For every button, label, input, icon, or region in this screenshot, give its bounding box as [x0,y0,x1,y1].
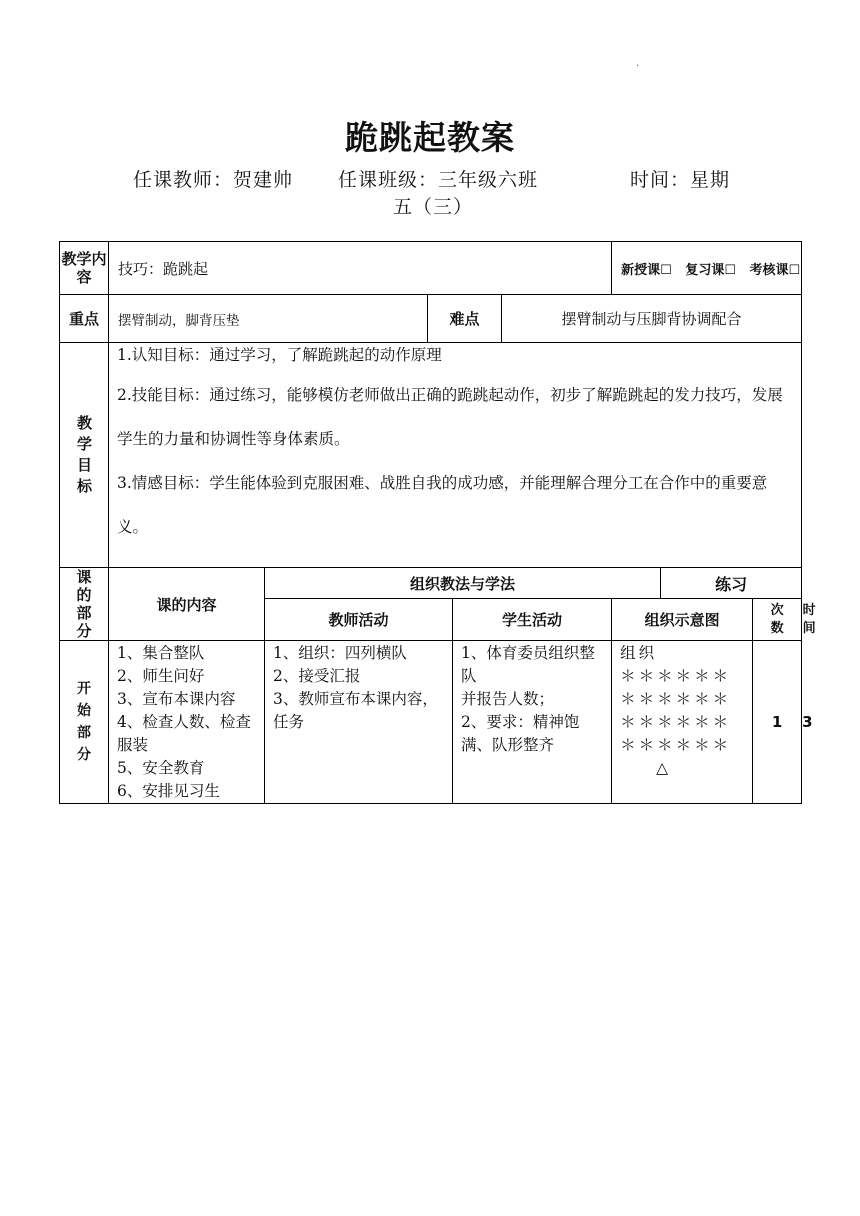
difficulty-label: 难点 [428,295,502,343]
start-content-item: 6、安排见习生 [117,782,220,800]
start-teacher-activity [265,641,453,804]
page-title: 跪跳起教案 [345,118,515,157]
practice-header: 练习 [661,568,802,599]
duration-header-text: 时间 [802,602,816,636]
teacher-info: 任课教师：贺建帅 [133,169,294,191]
start-content-item: 4、检查人数、检查服装 [117,713,251,754]
teaching-content-value: 技巧：跪跳起 [109,242,612,295]
class-info: 任课班级：三年级六班 [338,169,539,191]
difficulty-value: 摆臂制动与压脚背协调配合 [502,295,802,343]
row-teaching-goals [60,343,802,568]
row-section-header [60,568,802,599]
start-student-activity [453,641,612,804]
times-header [753,599,802,641]
start-content-item: 3、宣布本课内容 [117,690,236,708]
start-section-label-text: 开始部分 [77,681,91,763]
lesson-plan-table [59,241,816,804]
goal-skill: 2.技能目标：通过练习，能够模仿老师做出正确的跪跳起动作，初步了解跪跳起的发力技巧，发展学生的力量和协调性等身体素质。 [117,386,783,448]
formation-row: ＊＊＊＊＊＊ [620,736,732,754]
teacher-activity-item: 3、教师宣布本课内容，任务 [273,690,438,731]
start-section-label [60,641,109,804]
start-content-item: 2、师生问好 [117,667,205,685]
student-activity-item: 并报告人数； [461,690,555,708]
teacher-activity-item: 2、接受汇报 [273,667,361,685]
lesson-type-options [612,242,802,295]
start-content [109,641,265,804]
content-header: 课的内容 [109,568,265,641]
teacher-position-icon: △ [656,759,671,777]
student-activity-header: 学生活动 [453,599,612,641]
time-info-cont: 五（三） [393,196,474,218]
formation-row: ＊＊＊＊＊＊ [620,690,732,708]
formation-row: ＊＊＊＊＊＊ [620,713,732,731]
teaching-goals-list [109,343,802,568]
lesson-type-review[interactable]: 复习课☐ [685,262,736,278]
teaching-goals-label-text: 教学目标 [77,414,93,495]
org-method-header: 组织教法与学法 [265,568,661,599]
formation-row: ＊＊＊＊＊＊ [620,667,732,685]
header-dot: . [636,58,640,69]
student-activity-item: 2、要求：精神饱满、队形整齐 [461,713,580,754]
teaching-goals-label [60,343,109,568]
row-teaching-content [60,242,802,295]
time-info: 时间：星期 [630,169,731,191]
row-key-points [60,295,802,343]
diagram-header: 组织示意图 [612,599,753,641]
times-header-text: 次数 [770,602,784,636]
goal-cognitive: 1.认知目标：通过学习，了解跪跳起的动作原理 [117,346,442,364]
row-start-section: 开始部分 1、集合整队 2、师生问好 3、宣布本课内容 4、检查人数、检查服装 5、安全教育 6、安排见习生 1、组织：四列横队 2、接受汇报 3、教师宣布本课内容，任务 1、体育委员组织整队 并报告人数； 2、要求：精神饱满、队形整齐 组织 ＊＊＊＊＊＊ ＊＊＊＊＊＊ ＊＊＊＊＊＊ ＊＊＊＊＊＊ △ 1 3 [60,641,802,804]
teacher-activity-header: 教师活动 [265,599,453,641]
lesson-type-new[interactable]: 新授课☐ [621,262,672,278]
lesson-type-assessment[interactable]: 考核课☐ [749,262,801,278]
diagram-caption: 组织 [620,644,658,662]
teaching-content-label: 教学内容 [60,242,109,295]
start-content-item: 1、集合整队 [117,644,205,662]
part-header-text: 课的部分 [76,568,92,640]
start-times: 1 [753,641,802,804]
key-point-value: 摆臂制动，脚背压垫 [109,295,428,343]
start-formation-diagram [612,641,753,804]
student-activity-item: 1、体育委员组织整队 [461,644,595,685]
key-point-label: 重点 [60,295,109,343]
goal-emotional: 3.情感目标：学生能体验到克服困难、战胜自我的成功感，并能理解合理分工在合作中的重要意义。 [117,474,768,536]
start-content-item: 5、安全教育 [117,759,205,777]
teacher-activity-item: 1、组织：四列横队 [273,644,407,662]
part-header [60,568,109,641]
